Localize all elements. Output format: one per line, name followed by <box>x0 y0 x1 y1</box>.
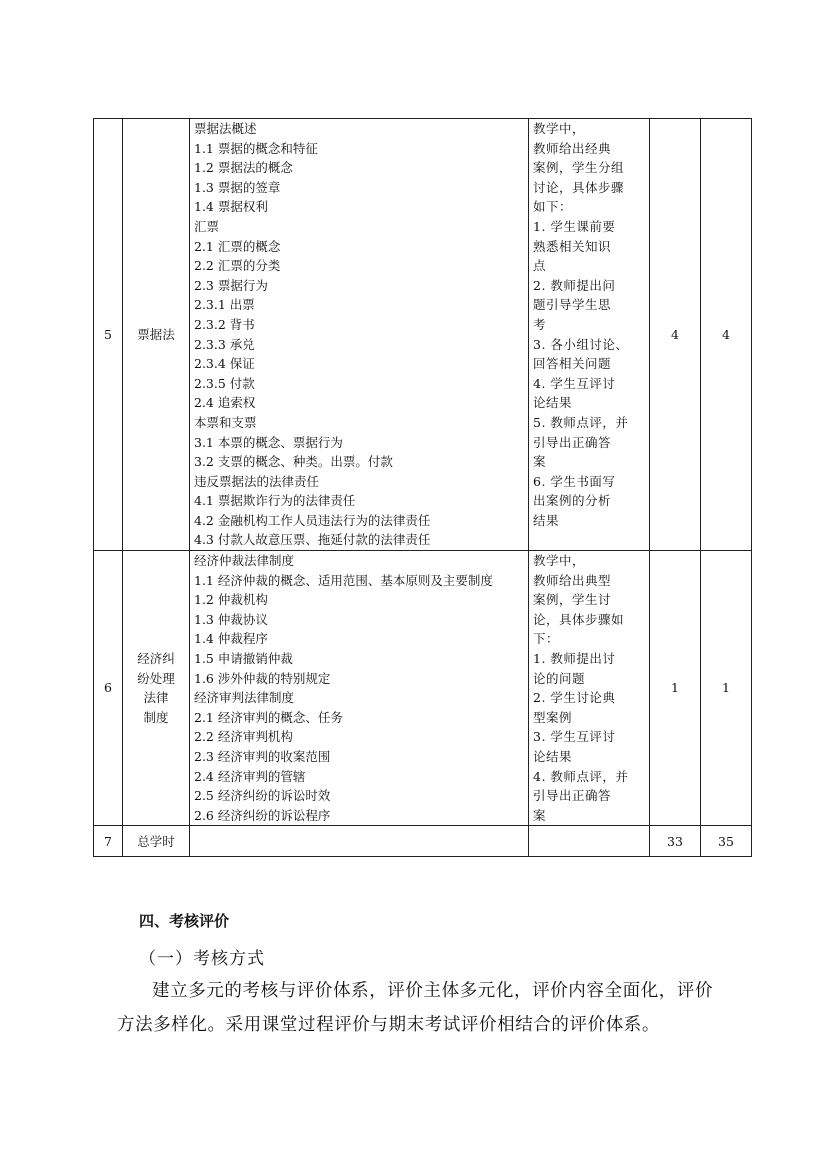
teaching-method-line: 题引导学生思 <box>533 297 612 313</box>
chapter-name-line: 总学时 <box>137 833 175 849</box>
content-line: 3.2 支票的概念、种类。出票。付款 <box>194 454 393 470</box>
content-line: 2.1 汇票的概念 <box>194 238 281 254</box>
content-line: 经济仲裁法律制度 <box>194 553 295 569</box>
teaching-method-line: 如下： <box>533 199 573 215</box>
content-line: 2.3 票据行为 <box>194 277 268 293</box>
content-line: 1.2 仲裁机构 <box>194 592 268 608</box>
content-line: 1.1 经济仲裁的概念、适用范围、基本原则及主要制度 <box>194 572 493 588</box>
table-row <box>94 551 752 826</box>
teaching-method-line: 1. 学生课前要 <box>533 218 616 234</box>
teaching-method-cell <box>529 119 650 551</box>
content-line: 2.4 追索权 <box>194 395 256 411</box>
teaching-method-line: 下： <box>533 631 560 647</box>
teaching-method-cell <box>529 551 650 826</box>
table-row <box>94 119 752 551</box>
chapter-name-cell <box>123 826 190 857</box>
teaching-method-line: 5. 教师点评，并 <box>533 414 629 430</box>
section-title: 四、考核评价 <box>139 912 230 930</box>
teaching-method-line: 案 <box>533 807 547 823</box>
content-line: 1.3 票据的签章 <box>194 179 281 195</box>
teaching-method-line: 4. 教师点评，并 <box>533 768 629 784</box>
content-cell <box>190 551 529 826</box>
chapter-name-line: 制度 <box>143 709 169 725</box>
teaching-method-line: 2. 教师提出问 <box>533 277 616 293</box>
hours-cell-1: 1 <box>650 551 701 826</box>
content-line: 4.1 票据欺诈行为的法律责任 <box>194 493 356 509</box>
row-number-cell: 5 <box>94 119 123 551</box>
teaching-method-line: 点 <box>533 258 547 274</box>
content-line: 1.4 仲裁程序 <box>194 631 268 647</box>
chapter-name-cell <box>123 119 190 551</box>
teaching-method-line: 3. 学生互评讨 <box>533 729 616 745</box>
content-cell <box>190 826 529 857</box>
content-line: 2.3.1 出票 <box>194 297 255 313</box>
content-line: 1.4 票据权利 <box>194 199 268 215</box>
content-line: 1.3 仲裁协议 <box>194 611 268 627</box>
table-body <box>94 119 752 857</box>
teaching-method-line: 结果 <box>533 512 560 528</box>
teaching-method-line: 教师给出经典 <box>533 140 612 156</box>
teaching-method-line: 6. 学生书面写 <box>533 473 616 489</box>
chapter-name-line: 经济纠 <box>137 651 175 667</box>
chapter-name-line: 纷处理 <box>137 670 175 686</box>
teaching-method-line: 引导出正确答 <box>533 434 612 450</box>
content-line: 2.2 经济审判机构 <box>194 729 293 745</box>
sub-section-title: （一）考核方式 <box>139 949 265 969</box>
teaching-method-line: 考 <box>533 316 547 332</box>
teaching-method-line: 论的问题 <box>533 670 586 686</box>
chapter-name-line: 法律 <box>143 690 169 706</box>
teaching-method-line: 教学中， <box>533 121 586 136</box>
content-line: 2.2 汇票的分类 <box>194 258 281 274</box>
content-line: 1.1 票据的概念和特征 <box>194 140 318 156</box>
content-line: 1.2 票据法的概念 <box>194 160 293 176</box>
chapter-name-line: 票据法 <box>137 326 175 342</box>
teaching-method-line: 教学中， <box>533 553 586 569</box>
content-line: 3.1 本票的概念、票据行为 <box>194 434 343 450</box>
content-line: 2.3.2 背书 <box>194 316 255 332</box>
content-line: 2.1 经济审判的概念、任务 <box>194 709 343 725</box>
content-line: 2.6 经济纠纷的诉讼程序 <box>194 807 331 823</box>
content-line: 4.3 付款人故意压票、拖延付款的法律责任 <box>194 532 431 548</box>
hours-cell-1: 4 <box>650 119 701 551</box>
teaching-method-line: 案例，学生讨 <box>533 592 612 608</box>
content-line: 经济审判法律制度 <box>194 690 295 706</box>
content-line: 汇票 <box>194 218 220 234</box>
teaching-method-line: 论结果 <box>533 395 573 411</box>
content-line: 1.6 涉外仲裁的特别规定 <box>194 670 331 686</box>
teaching-method-line: 4. 学生互评讨 <box>533 375 616 391</box>
teaching-method-line: 型案例 <box>533 709 573 725</box>
teaching-method-line: 讨论，具体步骤 <box>533 179 625 195</box>
content-cell <box>190 119 529 551</box>
content-line: 2.3.5 付款 <box>194 375 255 391</box>
teaching-method-line: 论结果 <box>533 749 573 764</box>
assessment-paragraph: 建立多元的考核与评价体系，评价主体多元化，评价内容全面化，评价方法多样化。采用课堂过程评价与期末考试评价相结合的评价体系。 <box>117 981 714 1035</box>
content-line: 票据法概述 <box>194 121 257 136</box>
teaching-method-line: 引导出正确答 <box>533 788 612 804</box>
hours-cell-1: 33 <box>650 826 701 857</box>
table-row <box>94 826 752 857</box>
teaching-method-line: 2. 学生讨论典 <box>533 690 616 706</box>
teaching-method-line: 案 <box>533 454 547 470</box>
teaching-method-line: 3. 各小组讨论、 <box>533 336 629 352</box>
teaching-method-line: 教师给出典型 <box>533 572 612 588</box>
hours-cell-2: 1 <box>701 551 752 826</box>
content-line: 2.3.3 承兑 <box>194 336 255 352</box>
content-line: 2.3.4 保证 <box>194 356 255 372</box>
content-line: 2.3 经济审判的收案范围 <box>194 749 331 764</box>
teaching-method-line: 熟悉相关知识 <box>533 238 612 254</box>
content-line: 4.2 金融机构工作人员违法行为的法律责任 <box>194 512 431 528</box>
hours-cell-2: 4 <box>701 119 752 551</box>
hours-cell-2: 35 <box>701 826 752 857</box>
teaching-method-line: 出案例的分析 <box>533 493 612 509</box>
content-line: 本票和支票 <box>194 414 257 430</box>
content-line: 2.4 经济审判的管辖 <box>194 768 306 784</box>
teaching-method-cell <box>529 826 650 857</box>
teaching-method-line: 1. 教师提出讨 <box>533 651 616 667</box>
teaching-method-line: 回答相关问题 <box>533 356 612 372</box>
content-line: 违反票据法的法律责任 <box>194 473 320 489</box>
row-number-cell: 6 <box>94 551 123 826</box>
row-number-cell: 7 <box>94 826 123 857</box>
chapter-name-cell <box>123 551 190 826</box>
course-schedule-table <box>93 118 752 857</box>
teaching-method-line: 论，具体步骤如 <box>533 611 625 627</box>
content-line: 2.5 经济纠纷的诉讼时效 <box>194 788 331 804</box>
content-line: 1.5 申请撤销仲裁 <box>194 651 293 667</box>
teaching-method-line: 案例，学生分组 <box>533 160 625 176</box>
